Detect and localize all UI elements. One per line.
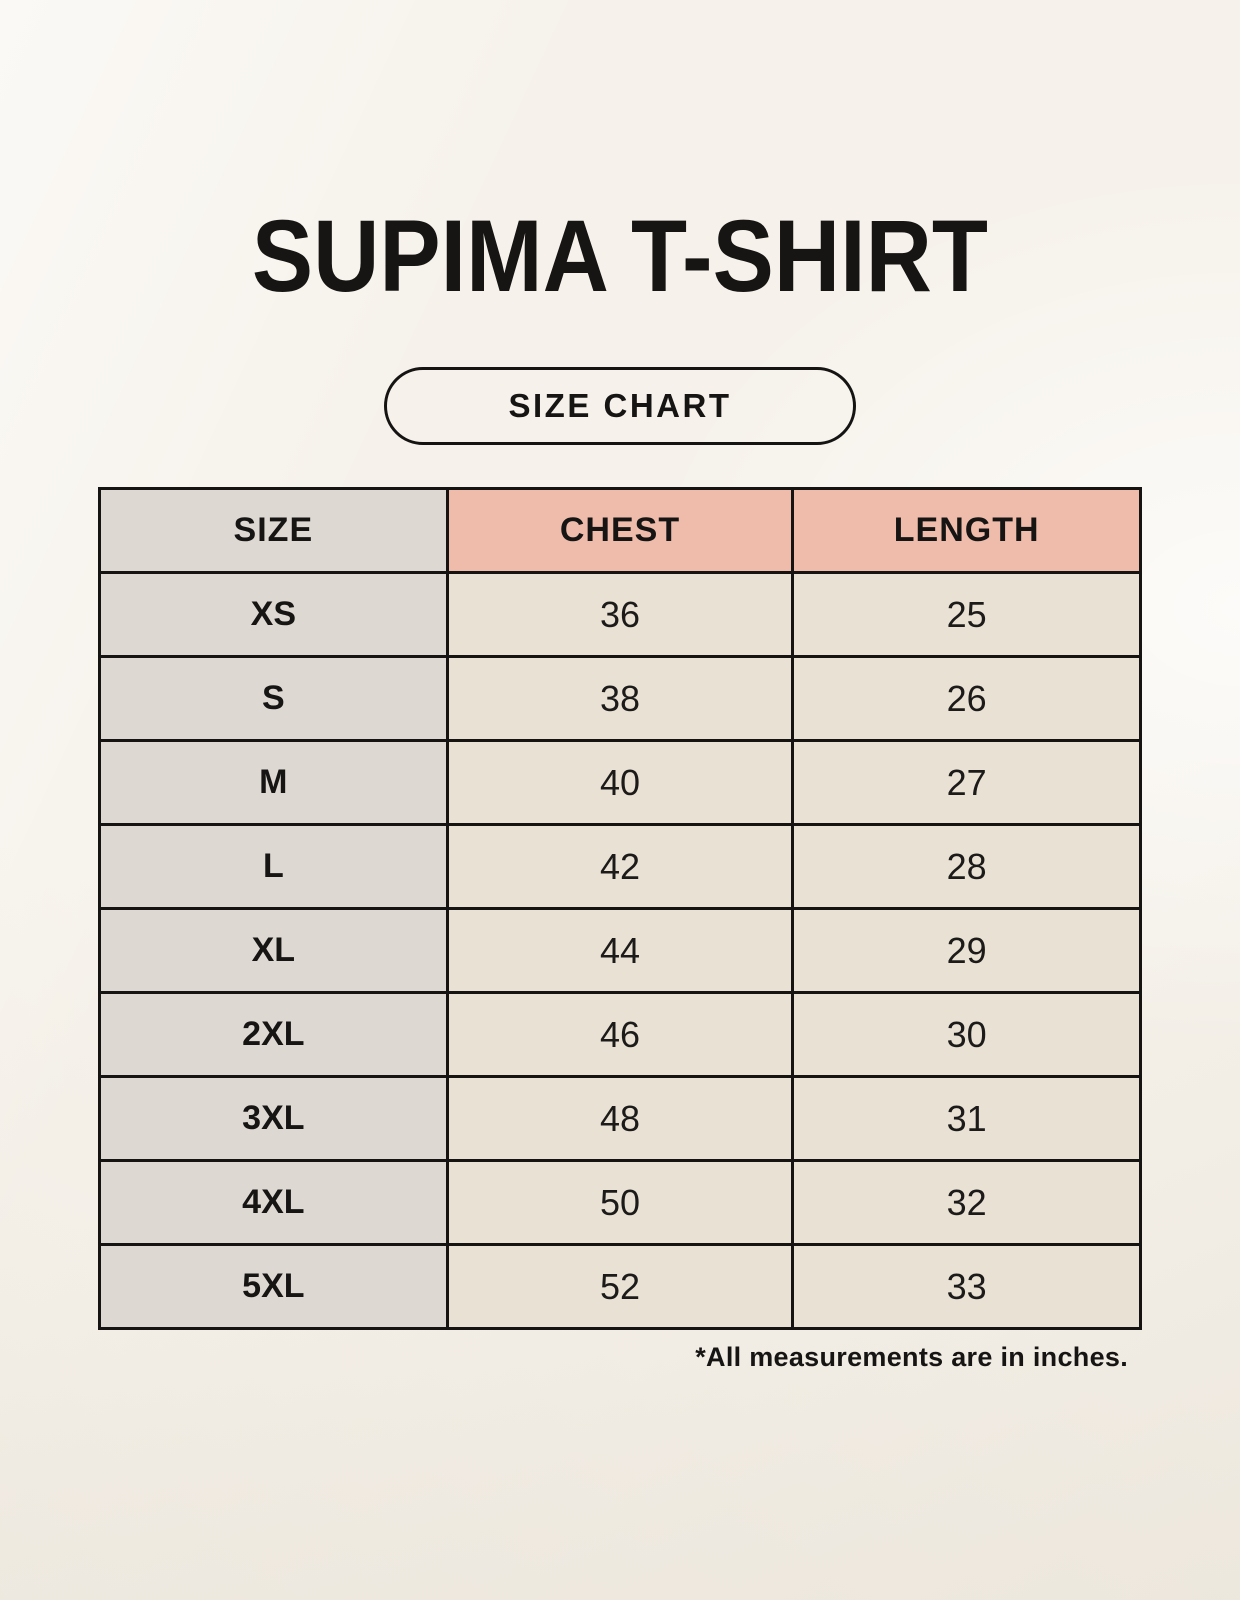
length-cell: 31 xyxy=(793,1077,1141,1161)
size-cell: 2XL xyxy=(100,993,448,1077)
chest-cell: 36 xyxy=(447,573,793,657)
page-title-text: SUPIMA T-SHIRT xyxy=(251,199,989,313)
table-row xyxy=(100,1077,1141,1161)
chest-cell: 42 xyxy=(447,825,793,909)
chest-cell: 40 xyxy=(447,741,793,825)
length-cell: 29 xyxy=(793,909,1141,993)
length-cell: 30 xyxy=(793,993,1141,1077)
length-cell: 26 xyxy=(793,657,1141,741)
size-cell: 5XL xyxy=(100,1245,448,1329)
table-row xyxy=(100,909,1141,993)
table-row xyxy=(100,825,1141,909)
length-cell: 28 xyxy=(793,825,1141,909)
size-cell: 4XL xyxy=(100,1161,448,1245)
table-row xyxy=(100,1161,1141,1245)
chest-cell: 46 xyxy=(447,993,793,1077)
size-cell: 3XL xyxy=(100,1077,448,1161)
table-row xyxy=(100,993,1141,1077)
length-cell: 33 xyxy=(793,1245,1141,1329)
length-cell: 27 xyxy=(793,741,1141,825)
size-cell: S xyxy=(100,657,448,741)
size-chart-button[interactable] xyxy=(384,367,856,445)
footnote: *All measurements are in inches. xyxy=(695,1342,1128,1372)
table-row xyxy=(100,657,1141,741)
size-cell: XL xyxy=(100,909,448,993)
size-cell: M xyxy=(100,741,448,825)
size-table xyxy=(98,487,1142,1330)
chest-cell: 50 xyxy=(447,1161,793,1245)
page-title xyxy=(0,0,1240,313)
size-chart-button-label: SIZE CHART xyxy=(508,387,732,424)
chest-cell: 48 xyxy=(447,1077,793,1161)
size-cell: XS xyxy=(100,573,448,657)
table-row xyxy=(100,573,1141,657)
length-cell: 25 xyxy=(793,573,1141,657)
chest-cell: 44 xyxy=(447,909,793,993)
table-row xyxy=(100,741,1141,825)
table-header-row xyxy=(100,489,1141,573)
length-cell: 32 xyxy=(793,1161,1141,1245)
header-length: LENGTH xyxy=(793,489,1141,573)
chest-cell: 52 xyxy=(447,1245,793,1329)
header-chest: CHEST xyxy=(447,489,793,573)
table-row xyxy=(100,1245,1141,1329)
header-size: SIZE xyxy=(100,489,448,573)
chest-cell: 38 xyxy=(447,657,793,741)
size-cell: L xyxy=(100,825,448,909)
